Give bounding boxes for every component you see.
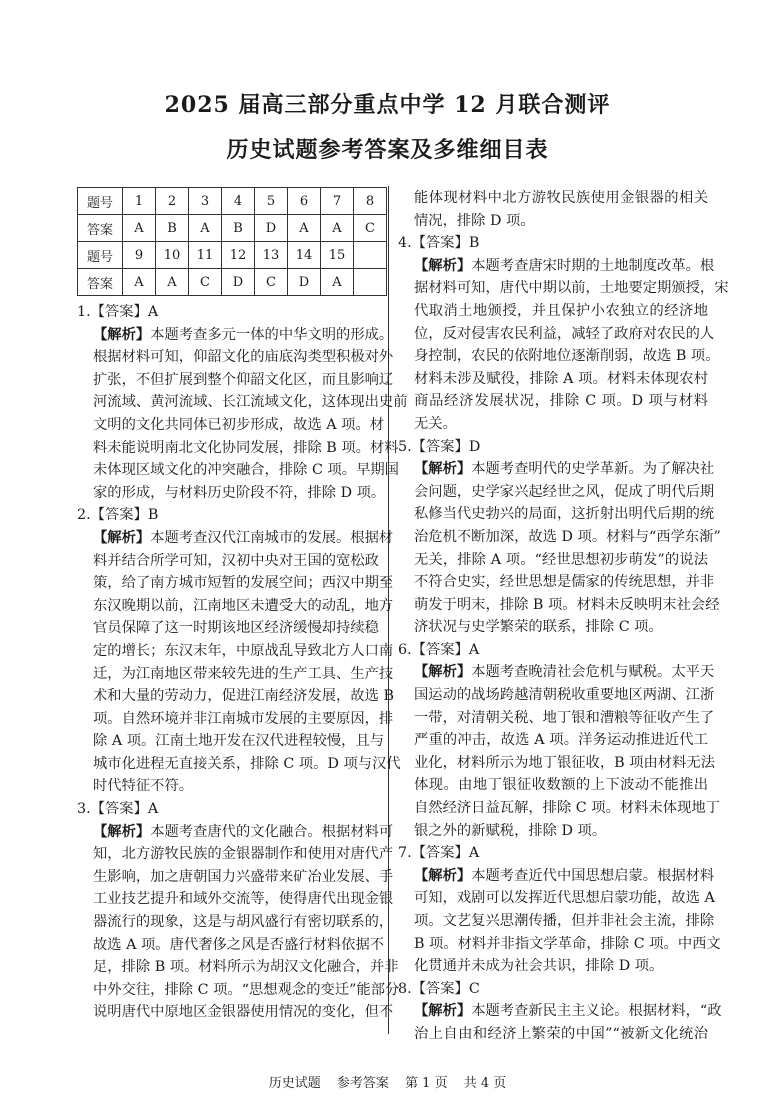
- answer-table-cell: B: [222, 215, 255, 242]
- analysis-line: 足，排除 B 项。材料所示为胡汉文化融合，并非: [93, 959, 399, 976]
- answer-table-cell: 12: [222, 242, 255, 269]
- analysis-line: 无关，排除 A 项。“经世思想初步萌发”的说法: [414, 551, 708, 568]
- analysis-text: 本题考查近代中国思想启蒙。根据材料: [471, 867, 715, 884]
- analysis-line: 一带，对清朝关税、地丁银和漕粮等征收产生了: [414, 709, 715, 726]
- analysis-label: 【解析】: [93, 823, 151, 840]
- answer-table-header-cell: 答案: [78, 269, 123, 296]
- analysis-line: 情况，排除 D 项。: [414, 212, 535, 229]
- answer-table-cell: C: [354, 215, 387, 242]
- analysis-line: 时代特征不符。: [93, 778, 194, 795]
- answer-table-cell: A: [123, 269, 156, 296]
- analysis-line: 东汉晚期以前，江南地区未遭受大的动乱，地方: [93, 597, 394, 614]
- answer-heading: 4.【答案】B: [398, 235, 480, 252]
- analysis-text: 本题考查明代的史学革新。为了解决社: [471, 461, 715, 478]
- analysis-line: 萌发于明末，排除 B 项。材料未反映明末社会经: [414, 596, 720, 613]
- analysis-line: B 项。材料并非指文学革命，排除 C 项。中西文: [414, 935, 721, 952]
- analysis-line: 生影响，加之唐朝国力兴盛带来矿冶业发展、手: [93, 868, 394, 885]
- analysis-text: 本题考查新民主主义论。根据材料，“政: [471, 1003, 722, 1020]
- analysis-line: 材料未涉及赋役，排除 A 项。材料未体现农村: [414, 370, 708, 387]
- answer-table-cell: 1: [123, 188, 156, 215]
- answer-table-cell: D: [255, 215, 288, 242]
- analysis-text: 本题考查汉代江南城市的发展。根据材: [150, 529, 394, 546]
- analysis-line: [398, 661, 715, 684]
- analysis-line: 官员保障了这一时期该地区经济缓慢却持续稳: [93, 620, 379, 637]
- analysis-line: 未体现区域文化的冲突融合，排除 C 项。早期国: [93, 462, 399, 479]
- analysis-line: 家的形成，与材料历史阶段不符，排除 D 项。: [93, 484, 386, 501]
- answer-table-row: [78, 215, 387, 242]
- answer-heading: 7.【答案】A: [398, 845, 480, 862]
- footer-page: 第 1 页: [405, 1076, 448, 1091]
- answer-table-cell: C: [189, 269, 222, 296]
- analysis-line: 器流行的现象，这是与胡风盛行有密切联系的，: [93, 914, 394, 931]
- analysis-line: 银之外的新赋税，排除 D 项。: [414, 822, 607, 839]
- analysis-line: 项。自然环境并非江南城市发展的主要原因，排: [93, 710, 394, 727]
- answer-heading: 6.【答案】A: [398, 641, 480, 658]
- analysis-line: 商品经济发展状况，排除 C 项。D 项与材料: [414, 393, 708, 410]
- analysis-line: 化贯通并未成为社会共识，排除 D 项。: [414, 958, 664, 975]
- analysis-line: 料未能说明南北文化协同发展，排除 B 项。材料: [93, 439, 399, 456]
- answer-table-cell: 9: [123, 242, 156, 269]
- analysis-label: 【解析】: [414, 867, 472, 884]
- answer-table-cell: D: [222, 269, 255, 296]
- answer-table-cell: A: [288, 215, 321, 242]
- analysis-label: 【解析】: [414, 1003, 472, 1020]
- analysis-line: 治危机不断加深，故选 D 项。材料与“西学东渐”: [414, 528, 721, 545]
- analysis-label: 【解析】: [93, 326, 151, 343]
- analysis-line: [398, 255, 715, 278]
- answer-table-cell: B: [156, 215, 189, 242]
- analysis-text: 本题考查唐代的文化融合。根据材料可: [150, 823, 394, 840]
- footer-total: 共 4 页: [463, 1076, 507, 1091]
- analysis-line: 代取消土地颁授，并且保护小农独立的经济地: [414, 302, 708, 319]
- answer-table-cell: A: [123, 215, 156, 242]
- answer-table-cell: C: [255, 269, 288, 296]
- analysis-label: 【解析】: [414, 461, 472, 478]
- answer-table-cell: 15: [321, 242, 354, 269]
- answer-table-row: [78, 269, 387, 296]
- analysis-line: [77, 527, 394, 550]
- analysis-text: 本题考查唐宋时期的土地制度改革。根: [471, 257, 715, 274]
- page-subtitle: 历史试题参考答案及多维细目表: [226, 137, 549, 163]
- analysis-line: 可知，戏剧可以发挥近代思想启蒙功能，故选 A: [414, 890, 715, 907]
- analysis-line: 工业技艺提升和域外交流等，使得唐代出现金银: [93, 891, 394, 908]
- answer-table-cell: 14: [288, 242, 321, 269]
- analysis-line: 说明唐代中原地区金银器使用情况的变化，但不: [93, 1004, 394, 1021]
- analysis-line: 定的增长；东汉末年，中原战乱导致北方人口南: [93, 642, 394, 659]
- analysis-line: 术和大量的劳动力，促进江南经济发展，故选 B: [93, 688, 394, 705]
- analysis-line: 济状况与史学繁荣的联系，排除 C 项。: [414, 619, 663, 636]
- answer-table-cell: A: [189, 215, 222, 242]
- answer-heading: 1.【答案】A: [77, 304, 159, 320]
- footer-doc: 参考答案: [336, 1076, 389, 1091]
- answer-table-cell: A: [321, 215, 354, 242]
- analysis-text: 本题考查晚清社会危机与赋税。太平天: [471, 664, 715, 681]
- analysis-line: 城市化进程无直接关系，排除 C 项。D 项与汉代: [93, 755, 401, 772]
- analysis-line: 不符合史实，经世思想是儒家的传统思想，并非: [414, 574, 715, 591]
- analysis-line: 会问题，史学家兴起经世之风，促成了明代后期: [414, 483, 715, 500]
- analysis-line: 除 A 项。江南土地开发在汉代进程较慢，且与: [93, 733, 385, 750]
- analysis-line: 体现。由地丁银征收数额的上下波动不能推出: [414, 777, 708, 794]
- answer-table-row: [78, 242, 387, 269]
- left-column: [77, 301, 408, 1024]
- analysis-line: 身控制，农民的依附地位逐渐削弱，故选 B 项。: [414, 348, 720, 365]
- analysis-label: 【解析】: [414, 257, 472, 274]
- analysis-line: 位，反对侵害农民利益，减轻了政府对农民的人: [414, 325, 715, 342]
- answer-heading: 5.【答案】D: [398, 438, 481, 455]
- analysis-line: 策，给了南方城市短暂的发展空间；西汉中期至: [93, 575, 394, 592]
- answer-table-cell: [354, 269, 387, 296]
- answer-table-cell: 2: [156, 188, 189, 215]
- analysis-text: 本题考查多元一体的中华文明的形成。: [150, 326, 394, 343]
- analysis-line: 私修当代史勃兴的局面，这折射出明代后期的统: [414, 506, 715, 523]
- analysis-line: 知，北方游牧民族的金银器制作和使用对唐代产: [93, 846, 394, 863]
- answer-table-cell: 5: [255, 188, 288, 215]
- analysis-line: 迁，为江南地区带来较先进的生产工具、生产技: [93, 665, 394, 682]
- page-footer: [0, 1072, 775, 1091]
- answer-table-header-cell: 题号: [78, 242, 123, 269]
- analysis-line: 中外交往，排除 C 项。“思想观念的变迁”能部分: [93, 981, 400, 998]
- analysis-line: [398, 865, 715, 888]
- analysis-line: 文明的文化共同体已初步形成，故选 A 项。材: [93, 416, 385, 433]
- answer-table-cell: D: [288, 269, 321, 296]
- analysis-line: [77, 324, 394, 347]
- answer-table-cell: 11: [189, 242, 222, 269]
- analysis-line: 根据材料可知，仰韶文化的庙底沟类型积极对外: [93, 349, 394, 366]
- analysis-line: 料并结合所学可知，汉初中央对王国的宽松政: [93, 552, 379, 569]
- analysis-line: 严重的冲击，故选 A 项。洋务运动推进近代工: [414, 732, 708, 749]
- answer-table: [77, 187, 387, 296]
- analysis-label: 【解析】: [93, 529, 151, 546]
- answer-table-cell: 13: [255, 242, 288, 269]
- analysis-line: 治上自由和经济上繁荣的中国”“被新文化统治: [414, 1025, 708, 1042]
- answer-table-cell: 3: [189, 188, 222, 215]
- page-title: 2025 届高三部分重点中学 12 月联合测评: [164, 92, 611, 118]
- footer-subject: 历史试题: [268, 1076, 321, 1091]
- analysis-line: 能体现材料中北方游牧民族使用金银器的相关: [414, 190, 708, 206]
- answer-table-cell: 8: [354, 188, 387, 215]
- answer-table-cell: [354, 242, 387, 269]
- answer-heading: 2.【答案】B: [77, 507, 159, 524]
- analysis-line: [77, 821, 394, 844]
- answer-table-cell: 6: [288, 188, 321, 215]
- analysis-line: 自然经济日益瓦解，排除 C 项。材料未体现地丁: [414, 800, 720, 817]
- answer-heading: 8.【答案】C: [398, 980, 480, 997]
- analysis-line: 故选 A 项。唐代奢侈之风是否盛行材料依据不: [93, 936, 385, 953]
- answer-table-row: [78, 188, 387, 215]
- answer-table-header-cell: 答案: [78, 215, 123, 242]
- analysis-line: 据材料可知，唐代中期以前，土地要定期颁授，宋: [414, 280, 729, 297]
- analysis-line: 河流域、黄河流域、长江流域文化，这体现出史前: [93, 394, 408, 411]
- answer-table-cell: 7: [321, 188, 354, 215]
- analysis-line: 扩张，不但扩展到整个仰韶文化区，而且影响辽: [93, 371, 394, 388]
- analysis-label: 【解析】: [414, 664, 472, 681]
- analysis-line: 项。文艺复兴思潮传播，但并非社会主流，排除: [414, 913, 715, 929]
- analysis-line: [398, 1000, 722, 1023]
- answer-table-cell: 10: [156, 242, 189, 269]
- answer-table-cell: 4: [222, 188, 255, 215]
- answer-table-cell: A: [321, 269, 354, 296]
- right-column: [398, 187, 729, 1046]
- analysis-line: 国运动的战场跨越清朝税收重要地区两湖、江浙: [414, 687, 715, 704]
- analysis-line: 无关。: [414, 415, 457, 432]
- answer-heading: 3.【答案】A: [77, 801, 159, 818]
- analysis-line: 业化，材料所示为地丁银征收，B 项由材料无法: [414, 754, 715, 771]
- analysis-line: [398, 458, 715, 481]
- answer-table-cell: A: [156, 269, 189, 296]
- answer-table-header-cell: 题号: [78, 188, 123, 215]
